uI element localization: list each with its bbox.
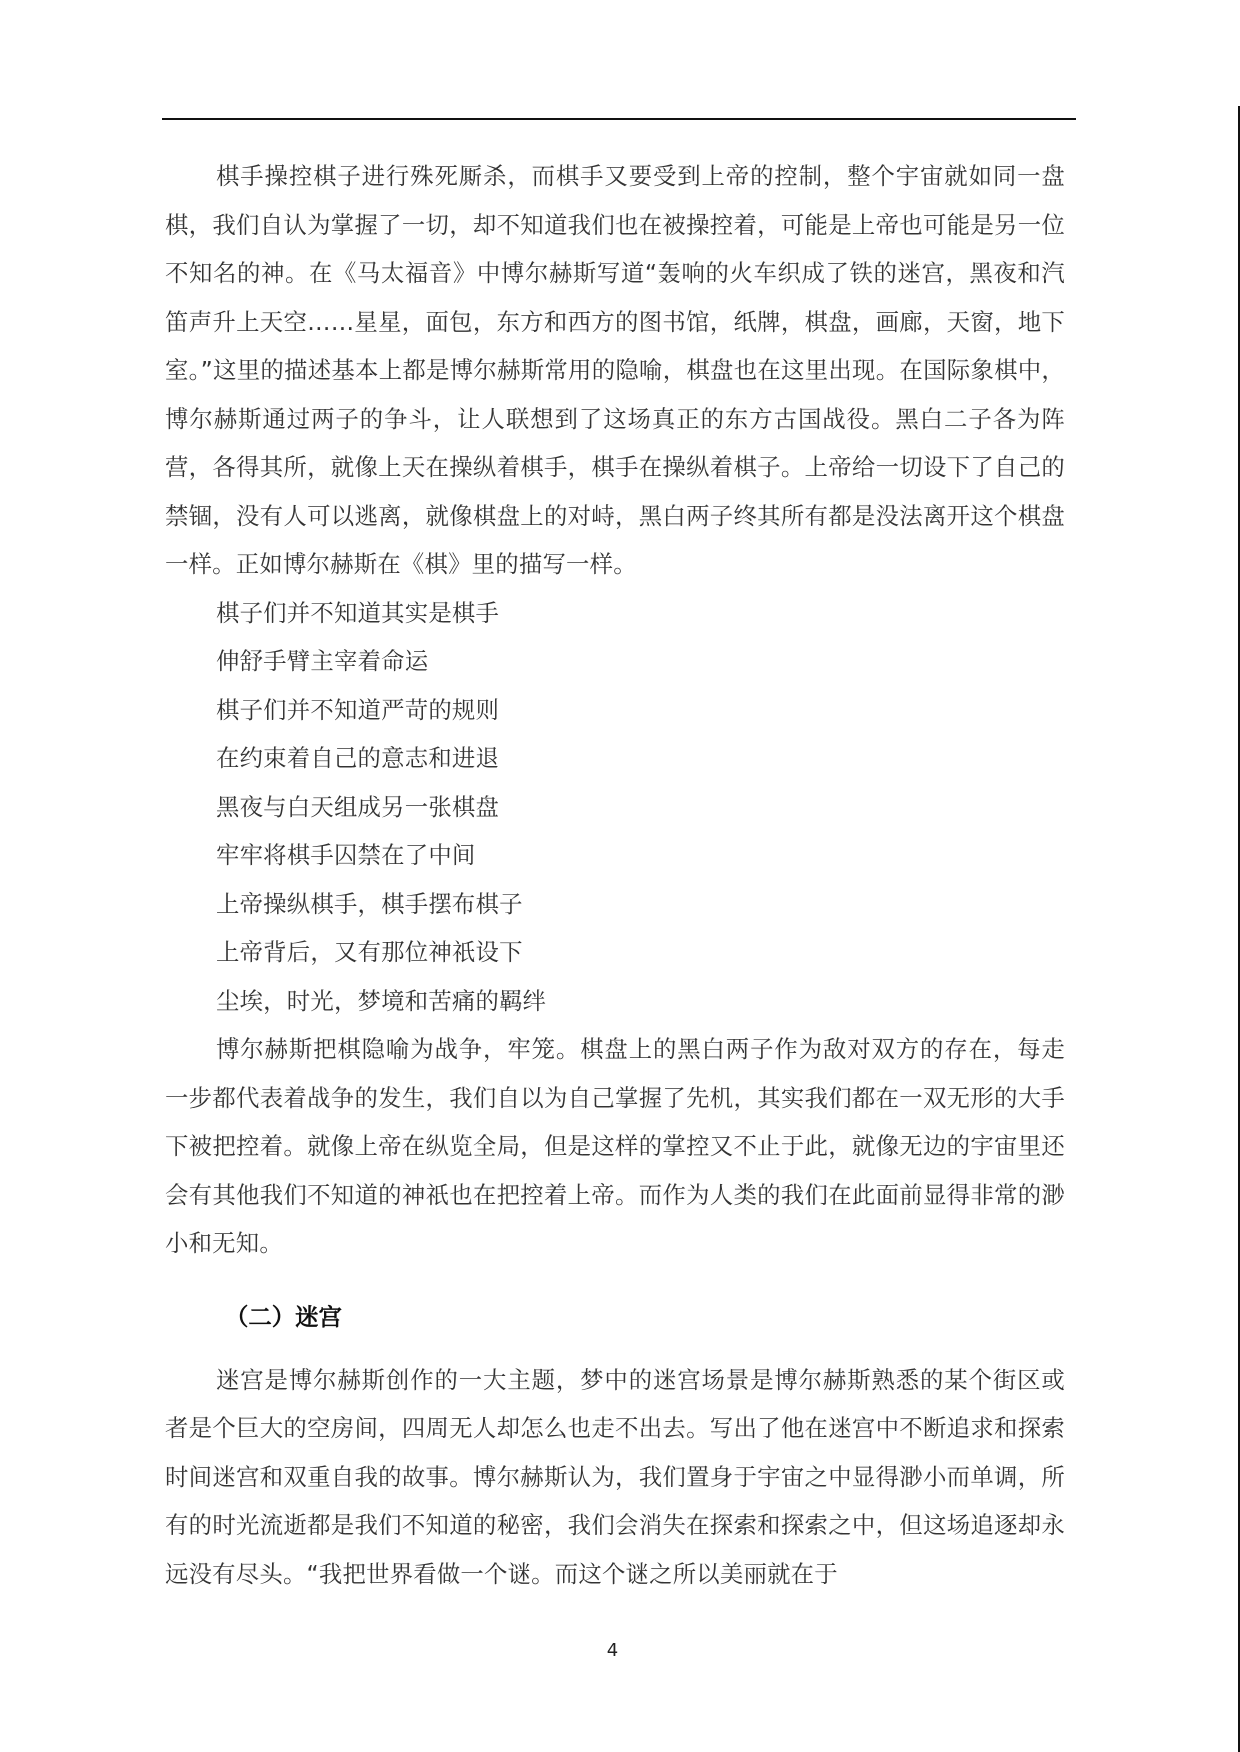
poem-line: 黑夜与白天组成另一张棋盘 bbox=[216, 792, 500, 821]
poem-line: 尘埃，时光，梦境和苦痛的羁绊 bbox=[216, 986, 547, 1015]
section-heading: （二）迷宫 bbox=[225, 1302, 342, 1331]
page-body bbox=[165, 152, 1065, 1598]
poem-line: 棋子们并不知道其实是棋手 bbox=[216, 598, 500, 627]
body-paragraph-2: 博尔赫斯把棋隐喻为战争，牢笼。棋盘上的黑白两子作为敌对双方的存在，每走一步都代表着战争的发生，我们自以为自己掌握了先机，其实我们都在一双无形的大手下被把控着。就像上帝在纵览全局，但是这样的掌控又不止于此，就像无边的宇宙里还会有其他我们不知道的神祇也在把控着上帝。而作为人类的我们在此面前显得非常的渺小和无知。 bbox=[165, 1035, 1065, 1257]
poem-line: 伸舒手臂主宰着命运 bbox=[216, 647, 429, 675]
poem-line: 上帝背后，又有那位神祇设下 bbox=[216, 938, 523, 966]
poem-quote bbox=[165, 589, 1065, 1026]
header-rule bbox=[162, 118, 1076, 120]
poem-line: 在约束着自己的意志和进退 bbox=[216, 744, 500, 772]
poem-line: 上帝操纵棋手，棋手摆布棋子 bbox=[216, 889, 523, 918]
body-paragraph-3: 迷宫是博尔赫斯创作的一大主题，梦中的迷宫场景是博尔赫斯熟悉的某个街区或者是个巨大的空房间，四周无人却怎么也走不出去。写出了他在迷宫中不断追求和探索时间迷宫和双重自我的故事。博尔赫斯认为，我们置身于宇宙之中显得渺小而单调，所有的时光流逝都是我们不知道的秘密，我们会消失在探索和探索之中，但这场追逐却永远没有尽头。“我把世界看做一个谜。而这个谜之所以美丽就在于 bbox=[165, 1365, 1065, 1588]
page-number: 4 bbox=[606, 1640, 619, 1661]
poem-line: 牢牢将棋手囚禁在了中间 bbox=[216, 841, 476, 869]
poem-line: 棋子们并不知道严苛的规则 bbox=[216, 695, 500, 724]
body-paragraph-1: 棋手操控棋子进行殊死厮杀，而棋手又要受到上帝的控制，整个宇宙就如同一盘棋，我们自认为掌握了一切，却不知道我们也在被操控着，可能是上帝也可能是另一位不知名的神。在《马太福音》中博尔赫斯写道“轰响的火车织成了铁的迷宫，黑夜和汽笛声升上天空……星星，面包，东方和西方的图书馆，纸牌，棋盘，画廊，天窗，地下室。”这里的描述基本上都是博尔赫斯常用的隐喻，棋盘也在这里出现。在国际象棋中，博尔赫斯通过两子的争斗，让人联想到了这场真正的东方古国战役。黑白二子各为阵营，各得其所，就像上天在操纵着棋手，棋手在操纵着棋子。上帝给一切设下了自己的禁锢，没有人可以逃离，就像棋盘上的对峙，黑白两子终其所有都是没法离开这个棋盘一样。正如博尔赫斯在《棋》里的描写一样。 bbox=[165, 162, 1065, 578]
